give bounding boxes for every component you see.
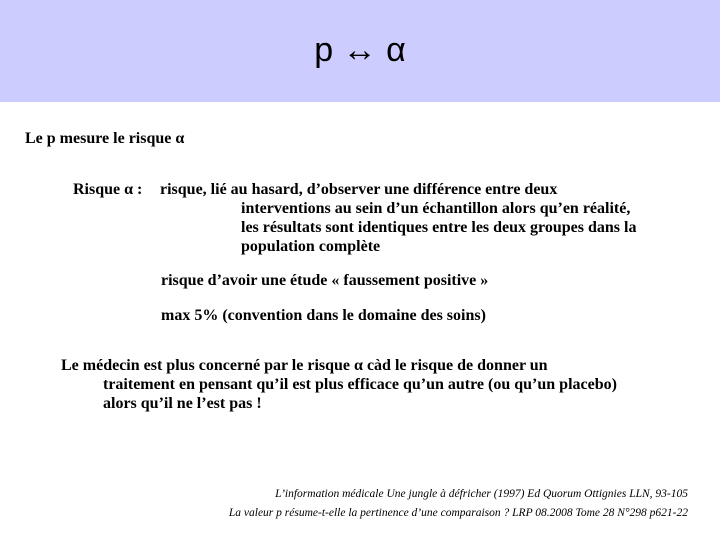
slide-title: p ↔ α <box>314 31 406 69</box>
risk-definition-line-2: interventions au sein d’un échantillon alors qu’en réalité, <box>241 200 631 217</box>
max-threshold-text: max 5% (convention dans le domaine des soins) <box>161 307 486 324</box>
reference-2: La valeur p résume-t-elle la pertinence d’une comparaison ? LRP 08.2008 Tome 28 N°298 p621-22 <box>228 507 688 519</box>
doctor-statement-line-3: alors qu’il ne l’est pas ! <box>103 395 262 412</box>
risk-definition-line-3: les résultats sont identiques entre les deux groupes dans la <box>241 219 637 236</box>
reference-1: L’information médicale Une jungle à défricher (1997) Ed Quorum Ottignies LLN, 93-105 <box>275 488 688 500</box>
risk-alpha-definition <box>160 180 637 255</box>
risk-alpha-label: Risque α : <box>73 181 143 198</box>
doctor-statement-line-1: Le médecin est plus concerné par le risque α càd le risque de donner un <box>61 357 548 374</box>
risk-definition-line-1: risque, lié au hasard, d’observer une différence entre deux <box>160 181 558 198</box>
doctor-statement-line-2: traitement en pensant qu’il est plus efficace qu’un autre (ou qu’un placebo) <box>103 376 617 393</box>
doctor-statement <box>61 356 617 412</box>
intro-text: Le p mesure le risque α <box>25 130 185 147</box>
risk-definition-line-4: population complète <box>241 238 381 255</box>
false-positive-text: risque d’avoir une étude « faussement positive » <box>161 272 489 289</box>
